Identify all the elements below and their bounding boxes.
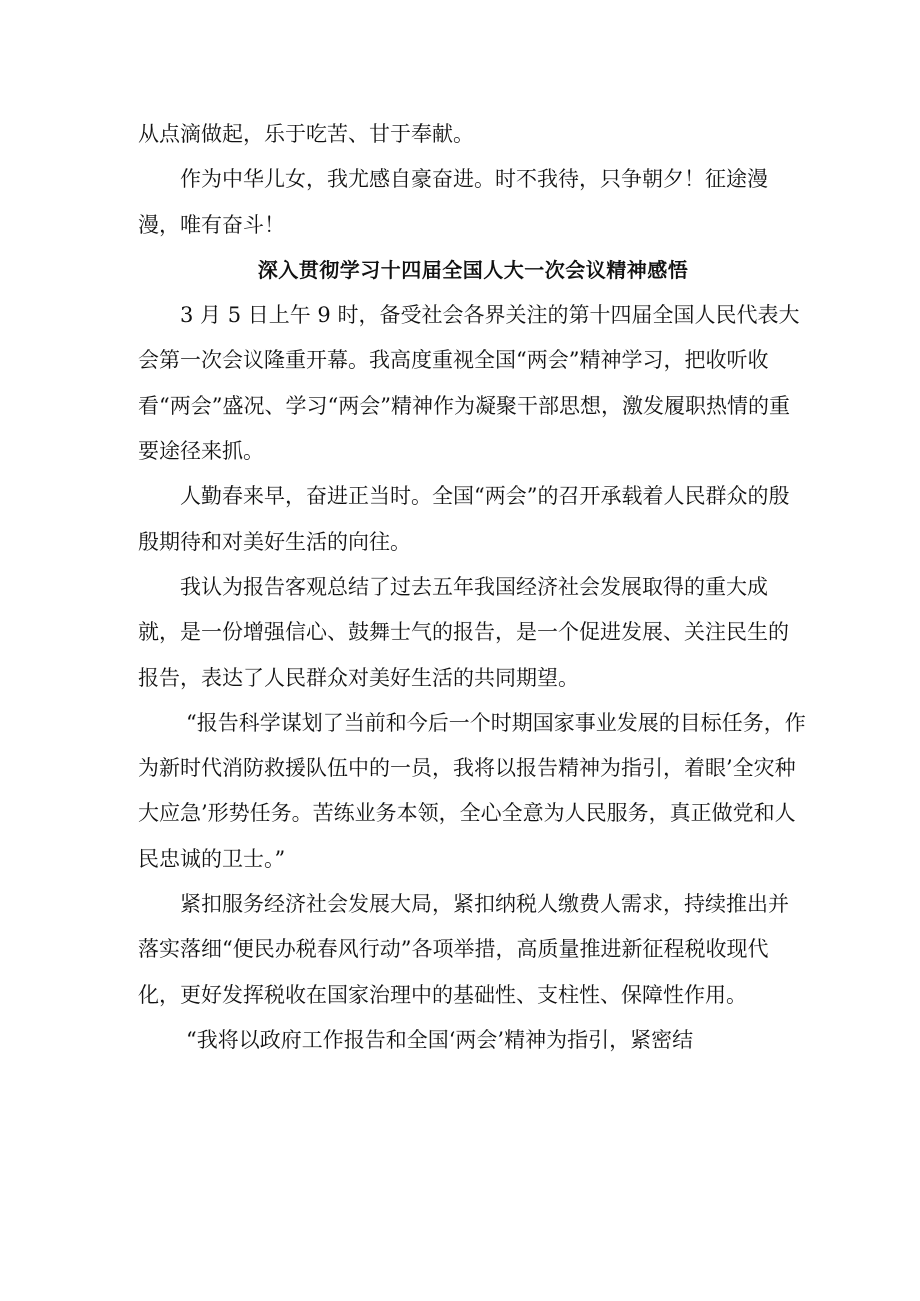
paragraph-expectations: 人勤春来早，奋进正当时。全国“两会”的召开承载着人民群众的殷殷期待和对美好生活的向往。 bbox=[138, 484, 790, 554]
document-body bbox=[138, 112, 808, 1063]
paragraph-opening: 3 月 5 日上午 9 时，备受社会各界关注的第十四届全国人民代表大会第一次会议隆重开幕。我高度重视全国“两会”精神学习，把收听收看“两会”盛况、学习“两会”精神作为凝聚干部思想，激发履职热情的重要途径来抓。 bbox=[138, 303, 800, 464]
paragraph-tax-service: 紧扣服务经济社会发展大局，紧扣纳税人缴费人需求，持续推出并落实落细“便民办税春风行动”各项举措，高质量推进新征程税收现代化，更好发挥税收在国家治理中的基础性、支柱性、保障性作用。 bbox=[138, 892, 789, 1007]
paragraph-firefighter-quote: “报告科学谋划了当前和今后一个时期国家事业发展的目标任务，作为新时代消防救援队伍中的一员，我将以报告精神为指引，着眼’全灾种大应急’形势任务。苦练业务本领，全心全意为人民服务，真正做党和人民忠诚的卫士。” bbox=[138, 710, 806, 871]
paragraph-closing-quote: “我将以政府工作报告和全国‘两会’精神为指引，紧密结 bbox=[186, 1027, 694, 1052]
section-title: 深入贯彻学习十四届全国人大一次会议精神感悟 bbox=[257, 257, 689, 282]
paragraph-continuation: 从点滴做起，乐于吃苦、甘于奉献。 bbox=[138, 122, 474, 146]
paragraph-pride: 作为中华儿女，我尤感自豪奋进。时不我待，只争朝夕！征途漫漫，唯有奋斗！ bbox=[138, 167, 768, 237]
paragraph-report-summary: 我认为报告客观总结了过去五年我国经济社会发展取得的重大成就，是一份增强信心、鼓舞士气的报告，是一个促进发展、关注民生的报告，表达了人民群众对美好生活的共同期望。 bbox=[138, 574, 789, 690]
